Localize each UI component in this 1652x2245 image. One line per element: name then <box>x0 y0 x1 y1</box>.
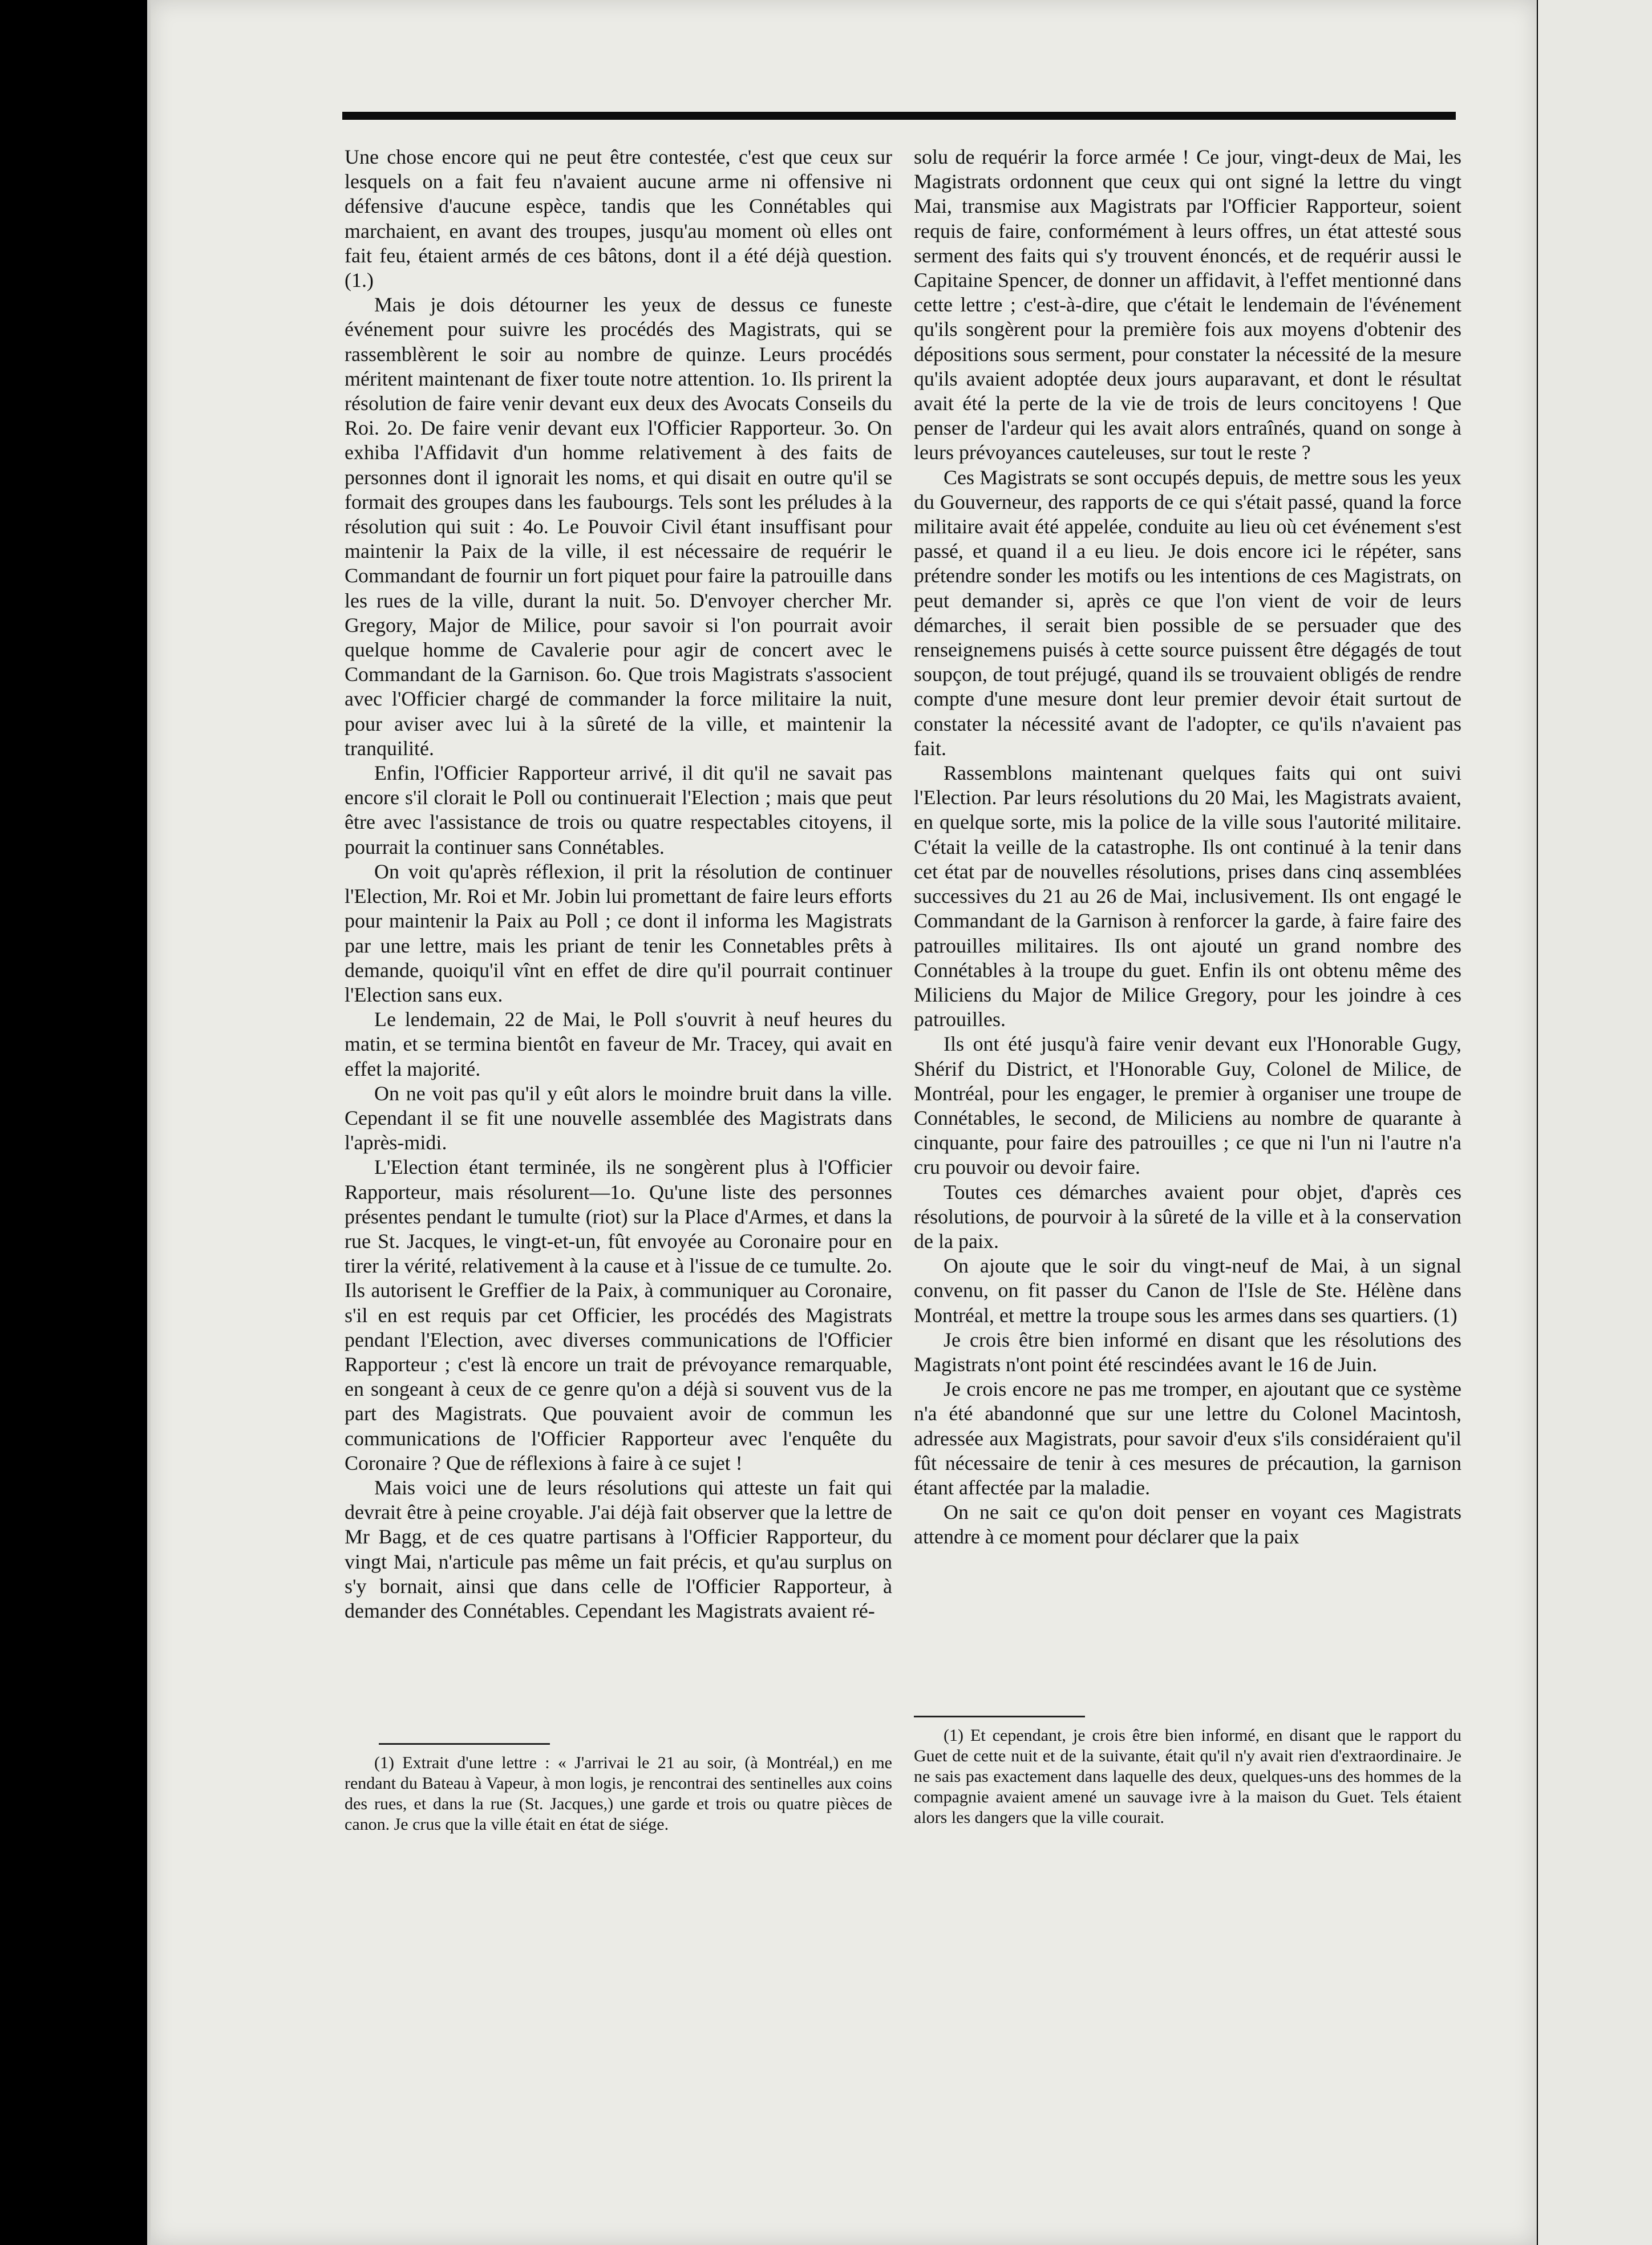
paragraph: Mais je dois détourner les yeux de dessus ce funeste événement pour suivre les procédés des Magistrats, qui se rassemblèrent le soir au nombre de quinze. Leurs procédés méritent maintenant de fixer toute notre attention. 1o. Ils prirent la résolution de faire venir devant eux deux des Avocats Conseils du Roi. 2o. De faire venir devant eux l'Officier Rapporteur. 3o. On exhiba l'Affidavit d'un homme relativement à des faits de personnes dont il ignorait les noms, et qui disait en outre qu'il se formait des groupes dans les faubourgs. Tels sont les préludes à la résolution qui suit : 4o. Le Pouvoir Civil étant insuffisant pour maintenir la Paix de la ville, il est nécessaire de requérir le Commandant de fournir un fort piquet pour faire la patrouille dans les rues de la ville, durant la nuit. 5o. D'envoyer chercher Mr. Gregory, Major de Milice, pour savoir si l'on pourrait avoir quelque homme de Cavalerie pour agir de concert avec le Commandant de la Garnison. 6o. Que trois Magistrats s'associent avec l'Officier chargé de commander la force militaire la nuit, pour aviser avec lui à la sûreté de la ville, et maintenir la tranquilité. <box>345 293 892 760</box>
right-column-body <box>914 145 1461 1550</box>
left-column <box>345 145 892 1834</box>
paragraph: Enfin, l'Officier Rapporteur arrivé, il dit qu'il ne savait pas encore s'il clorait le Poll ou continuerait l'Election ; mais que peut être avec l'assistance de trois ou quatre respectables citoyens, il pourrait la continuer sans Connétables. <box>345 761 892 858</box>
footnote: (1) Extrait d'une lettre : « J'arrivai le 21 au soir, (à Montréal,) en me rendant du Bateau à Vapeur, à mon logis, je rencontrai des sentinelles aux coins des rues, et dans la rue (St. Jacques,) une garde et trois ou quatre pièces de canon. Je crus que la ville était en état de siége. <box>345 1753 892 1834</box>
paragraph: Toutes ces démarches avaient pour objet, d'après ces résolutions, de pourvoir à la sûreté de la ville et à la conservation de la paix. <box>914 1180 1461 1253</box>
paragraph: Je crois encore ne pas me tromper, en ajoutant que ce système n'a été abandonné que sur une lettre du Colonel Macintosh, adressée aux Magistrats, pour savoir d'eux s'ils considéraient qu'il fût nécessaire de tenir à ces mesures de précaution, la garnison étant affectée par la maladie. <box>914 1377 1461 1499</box>
paragraph: On voit qu'après réflexion, il prit la résolution de continuer l'Election, Mr. Roi et Mr. Jobin lui promettant de faire leurs efforts pour maintenir la Paix au Poll ; ce dont il informa les Magistrats par une lettre, mais les priant de tenir les Connetables prêts à demande, quoiqu'il vînt en effet de dire qu'il pourrait continuer l'Election sans eux. <box>345 860 892 1006</box>
paragraph: Une chose encore qui ne peut être contestée, c'est que ceux sur lesquels on a fait feu n'avaient aucune arme ni offensive ni défensive d'aucune espèce, tandis que les Connétables qui marchaient, en avant des troupes, jusqu'au moment où elles ont fait feu, étaient armés de ces bâtons, dont il a été déjà question. (1.) <box>345 145 892 292</box>
footnote-block <box>914 1702 1461 1828</box>
paragraph: Ces Magistrats se sont occupés depuis, de mettre sous les yeux du Gouverneur, des rapports de ce qui s'était passé, quand la force militaire avait été appelée, conduite au lieu où cet événement s'est passé, et quand il a eu lieu. Je dois encore ici le répéter, sans prétendre sonder les motifs ou les intentions de ces Magistrats, on peut demander si, après ce que l'on vient de voir de leurs démarches, il serait bien possible de se persuader que des renseignemens puisés à cette source puissent être dégagés de tout soupçon, de tout préjugé, quand ils se trouvaient obligés de rendre compte d'une mesure dont leur premier devoir était surtout de constater la nécessité avant de l'adopter, ce qu'ils n'avaient pas fait. <box>914 465 1461 760</box>
paragraph: L'Election étant terminée, ils ne songèrent plus à l'Officier Rapporteur, mais résolurent—1o. Qu'une liste des personnes présentes pendant le tumulte (riot) sur la Place d'Armes, et dans la rue St. Jacques, le vingt-et-un, fût envoyée au Coronaire pour en tirer la vérité, relativement à la cause et à l'issue de ce tumulte. 2o. Ils autorisent le Greffier de la Paix, à communiquer au Coronaire, s'il en est requis par cet Officier, les procédés des Magistrats pendant l'Election, avec diverses communications de l'Officier Rapporteur ; c'est là encore un trait de prévoyance remarquable, en songeant à ceux de ce genre qu'on a déjà si souvent vus de la part des Magistrats. Que pouvaient avoir de commun les communications de l'Officier Rapporteur avec l'enquête du Coronaire ? Que de réflexions à faire à ce sujet ! <box>345 1156 892 1474</box>
paragraph: On ne sait ce qu'on doit penser en voyant ces Magistrats attendre à ce moment pour déclarer que la paix <box>914 1501 1461 1549</box>
paragraph: Je crois être bien informé en disant que les résolutions des Magistrats n'ont point été rescindées avant le 16 de Juin. <box>914 1328 1461 1376</box>
footnote-block <box>345 1729 892 1835</box>
paragraph: Mais voici une de leurs résolutions qui atteste un fait qui devrait être à peine croyable. J'ai déjà fait observer que la lettre de Mr Bagg, et de ces quatre partisans à l'Officier Rapporteur, du vingt Mai, n'articule pas même un fait précis, et qu'au surplus on s'y bornait, ainsi que dans celle de l'Officier Rapporteur, à demander des Connétables. Cependant les Magistrats avaient ré- <box>345 1476 892 1622</box>
top-rule <box>342 112 1456 120</box>
paragraph: solu de requérir la force armée ! Ce jour, vingt-deux de Mai, les Magistrats ordonnent que ceux qui ont signé la lettre du vingt Mai, transmise aux Magistrats par l'Officier Rapporteur, soient requis de faire, conformément à leurs offres, un état attesté sous serment des faits qui s'y trouvent énoncés, et de requérir aussi le Capitaine Spencer, de donner un affidavit, à l'effet mentionné dans cette lettre ; c'est-à-dire, que c'était le lendemain de l'événement qu'ils songèrent pour la première fois aux moyens d'obtenir des dépositions sous serment, pour constater la nécessité de la mesure qu'ils avaient adoptée deux jours auparavant, et dont le résultat avait été la perte de la vie de trois de leurs concitoyens ! Que penser de l'ardeur qui les avait alors entraînés, quand on songe à leurs prévoyances cauteleuses, sur tout le reste ? <box>914 145 1461 464</box>
paragraph: On ne voit pas qu'il y eût alors le moindre bruit dans la ville. Cependant il se fit une nouvelle assemblée des Magistrats dans l'après-midi. <box>345 1081 892 1154</box>
paragraph: Rassemblons maintenant quelques faits qui ont suivi l'Election. Par leurs résolutions du 20 Mai, les Magistrats avaient, en quelque sorte, mis la police de la ville sous l'autorité militaire. C'était la veille de la catastrophe. Ils ont continué à la tenir dans cet état par de nouvelles résolutions, prises dans cinq assemblées successives du 21 au 26 de Mai, inclusivement. Ils ont engagé le Commandant de la Garnison à renforcer la garde, à faire faire des patrouilles militaires. Ils ont ajouté un grand nombre des Connétables à la troupe du guet. Enfin ils ont obtenu même des Miliciens du Major de Milice Gregory, pour les joindre à ces patrouilles. <box>914 761 1461 1031</box>
adjacent-page-edge <box>1538 0 1652 2245</box>
footnote-rule <box>379 1743 550 1745</box>
footnote-rule <box>914 1716 1085 1717</box>
paragraph: Le lendemain, 22 de Mai, le Poll s'ouvrit à neuf heures du matin, et se termina bientôt en faveur de Mr. Tracey, qui avait en effet la majorité. <box>345 1008 892 1080</box>
right-column <box>914 145 1461 1827</box>
paragraph: On ajoute que le soir du vingt-neuf de Mai, à un signal convenu, on fit passer du Canon de l'Isle de Ste. Hélène dans Montréal, et mettre la troupe sous les armes dans ses quartiers. (1) <box>914 1254 1461 1327</box>
paragraph: Ils ont été jusqu'à faire venir devant eux l'Honorable Gugy, Shérif du District, et l'Honorable Guy, Colonel de Milice, de Montréal, pour les engager, le premier à organiser une troupe de Connétables, le second, de Miliciens au nombre de quarante à cinquante, pour faire des patrouilles ; ce que ni l'un ni l'autre n'a cru pouvoir ou devoir faire. <box>914 1032 1461 1179</box>
footnote: (1) Et cependant, je crois être bien informé, en disant que le rapport du Guet de cette nuit et de la suivante, était qu'il n'y avait rien d'extraordinaire. Je ne sais pas exactement dans laquelle des deux, quelques-uns des hommes de la compagnie avaient amené un sauvage ivre à la maison du Guet. Tels étaient alors les dangers que la ville courait. <box>914 1726 1461 1827</box>
left-column-body <box>345 145 892 1623</box>
